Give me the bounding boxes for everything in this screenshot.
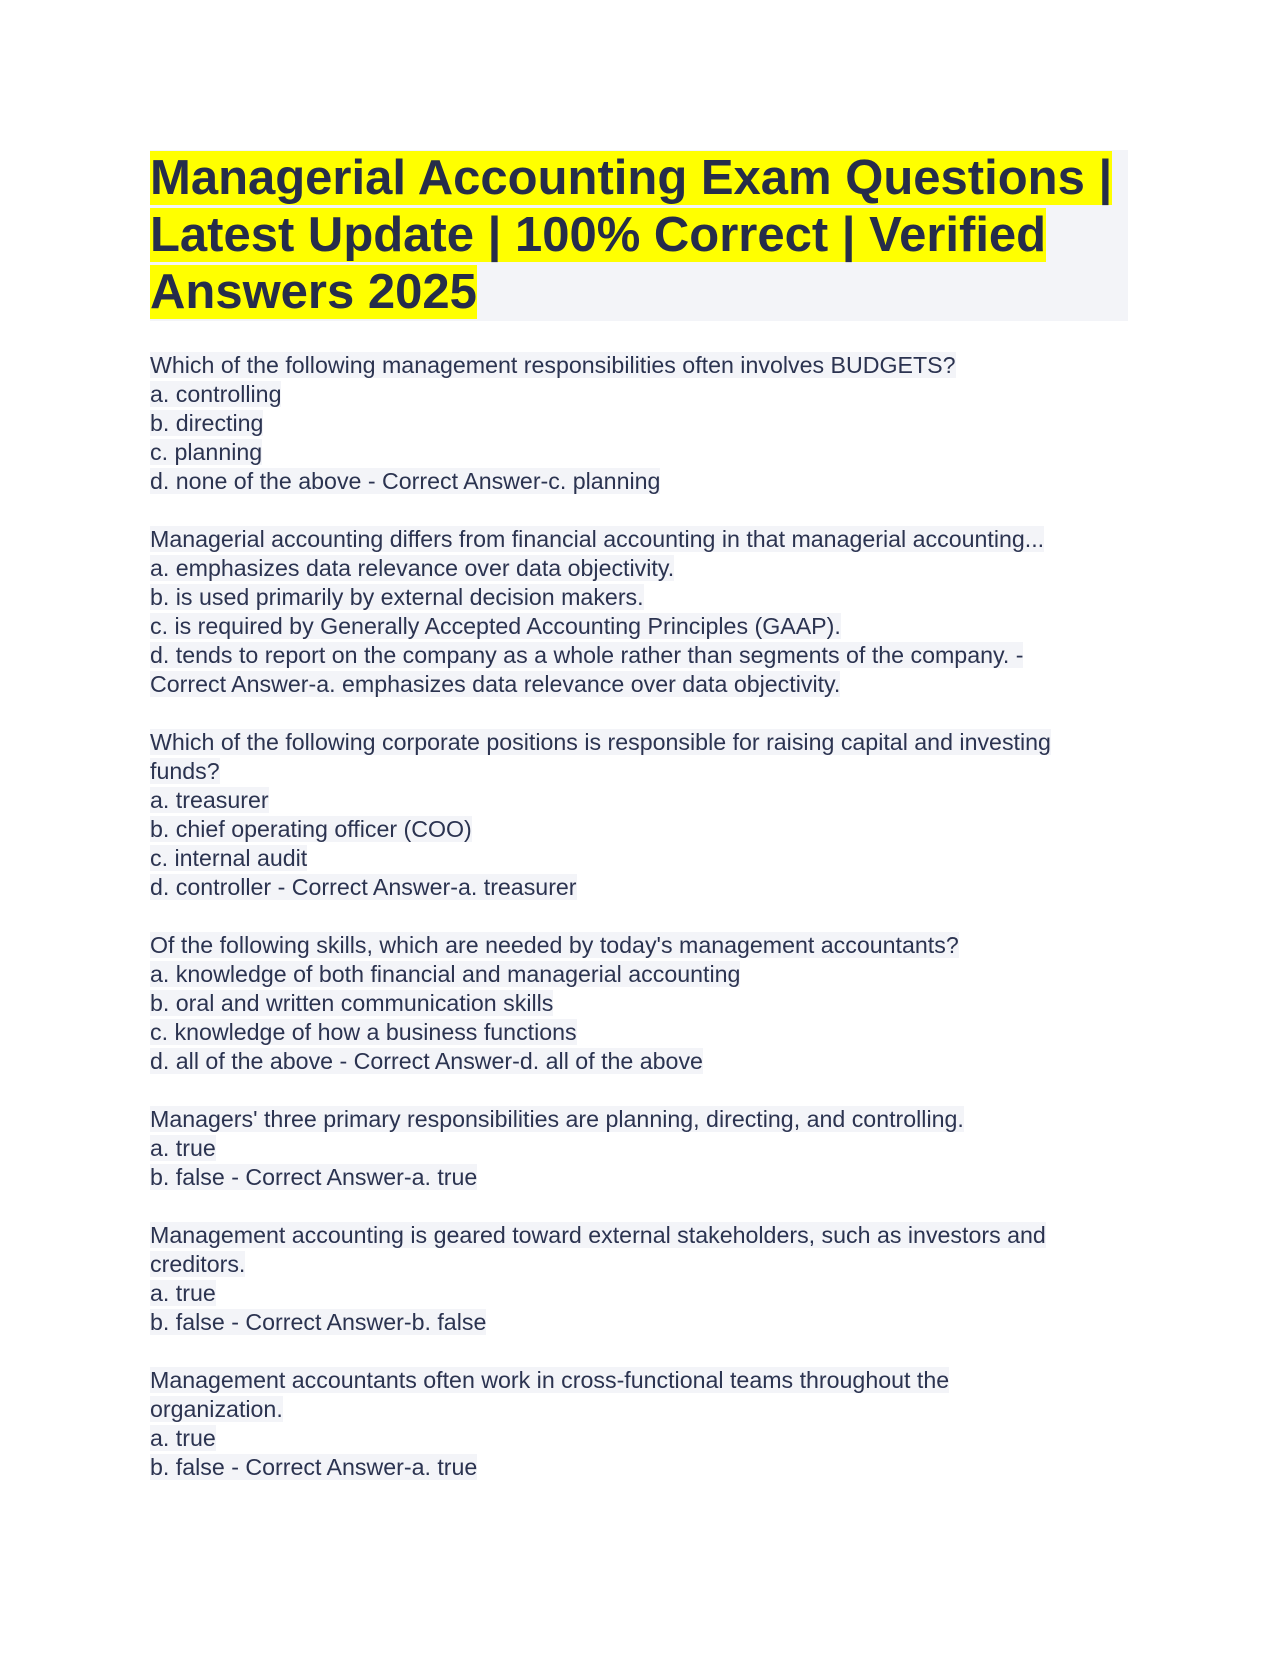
answer-line [150, 1279, 1128, 1308]
answer-line [150, 1250, 1128, 1279]
answer-line [150, 380, 1128, 409]
line-text: Management accounting is geared toward external stakeholders, such as investors and [150, 1222, 1046, 1248]
line-text: b. is used primarily by external decision makers. [150, 584, 644, 610]
question-block [150, 728, 1128, 902]
answer-line [150, 612, 1128, 641]
question-text [150, 728, 1128, 757]
answer-line [150, 670, 1128, 699]
line-text: c. knowledge of how a business functions [150, 1019, 577, 1045]
line-text: b. oral and written communication skills [150, 990, 554, 1016]
line-text: c. internal audit [150, 845, 308, 871]
line-text: c. is required by Generally Accepted Accounting Principles (GAAP). [150, 613, 841, 639]
question-block [150, 1221, 1128, 1337]
answer-line [150, 1424, 1128, 1453]
answer-line [150, 583, 1128, 612]
answer-line [150, 1018, 1128, 1047]
line-text: b. false - Correct Answer-a. true [150, 1164, 478, 1190]
line-text: a. emphasizes data relevance over data objectivity. [150, 555, 675, 581]
question-list [150, 351, 1128, 1482]
answer-line [150, 815, 1128, 844]
question-block [150, 1105, 1128, 1192]
answer-line [150, 438, 1128, 467]
line-text: a. true [150, 1280, 216, 1306]
answer-line [150, 554, 1128, 583]
answer-line [150, 1308, 1128, 1337]
line-text: d. none of the above - Correct Answer-c. planning [150, 468, 661, 494]
answer-line [150, 1163, 1128, 1192]
question-block [150, 1366, 1128, 1482]
line-text: funds? [150, 758, 220, 784]
line-text: a. true [150, 1135, 216, 1161]
line-text: b. false - Correct Answer-b. false [150, 1309, 487, 1335]
line-text: c. planning [150, 439, 263, 465]
answer-line [150, 1453, 1128, 1482]
document-page [150, 150, 1128, 1511]
answer-line [150, 1047, 1128, 1076]
answer-line [150, 1395, 1128, 1424]
line-text: Managers' three primary responsibilities are planning, directing, and controlling. [150, 1106, 964, 1132]
line-text: a. true [150, 1425, 216, 1451]
line-text: Managerial accounting differs from financial accounting in that managerial accounting... [150, 526, 1045, 552]
line-text: d. controller - Correct Answer-a. treasurer [150, 874, 577, 900]
document-title [150, 150, 1128, 321]
answer-line [150, 757, 1128, 786]
line-text: Correct Answer-a. emphasizes data relevance over data objectivity. [150, 671, 841, 697]
title-block [150, 150, 1128, 321]
answer-line [150, 786, 1128, 815]
line-text: Of the following skills, which are needed by today's management accountants? [150, 932, 959, 958]
answer-line [150, 467, 1128, 496]
answer-line [150, 989, 1128, 1018]
answer-line [150, 873, 1128, 902]
answer-line [150, 1134, 1128, 1163]
line-text: Which of the following management responsibilities often involves BUDGETS? [150, 352, 956, 378]
line-text: b. chief operating officer (COO) [150, 816, 472, 842]
line-text: a. knowledge of both financial and managerial accounting [150, 961, 741, 987]
line-text: creditors. [150, 1251, 246, 1277]
line-text: d. all of the above - Correct Answer-d. all of the above [150, 1048, 703, 1074]
question-text [150, 1105, 1128, 1134]
line-text: organization. [150, 1396, 283, 1422]
line-text: Management accountants often work in cross-functional teams throughout the [150, 1367, 950, 1393]
line-text: b. directing [150, 410, 264, 436]
question-text [150, 931, 1128, 960]
line-text: b. false - Correct Answer-a. true [150, 1454, 478, 1480]
line-text: d. tends to report on the company as a whole rather than segments of the company. - [150, 642, 1024, 668]
question-text [150, 525, 1128, 554]
line-text: a. treasurer [150, 787, 269, 813]
title-highlight: Managerial Accounting Exam Questions | Latest Update | 100% Correct | Verified Answers 2025 [150, 151, 1113, 319]
line-text: a. controlling [150, 381, 282, 407]
question-block [150, 351, 1128, 496]
question-text [150, 1366, 1128, 1395]
line-text: Which of the following corporate positions is responsible for raising capital and investing [150, 729, 1051, 755]
question-text [150, 1221, 1128, 1250]
answer-line [150, 641, 1128, 670]
question-text [150, 351, 1128, 380]
answer-line [150, 960, 1128, 989]
question-block [150, 525, 1128, 699]
question-block [150, 931, 1128, 1076]
answer-line [150, 409, 1128, 438]
answer-line [150, 844, 1128, 873]
